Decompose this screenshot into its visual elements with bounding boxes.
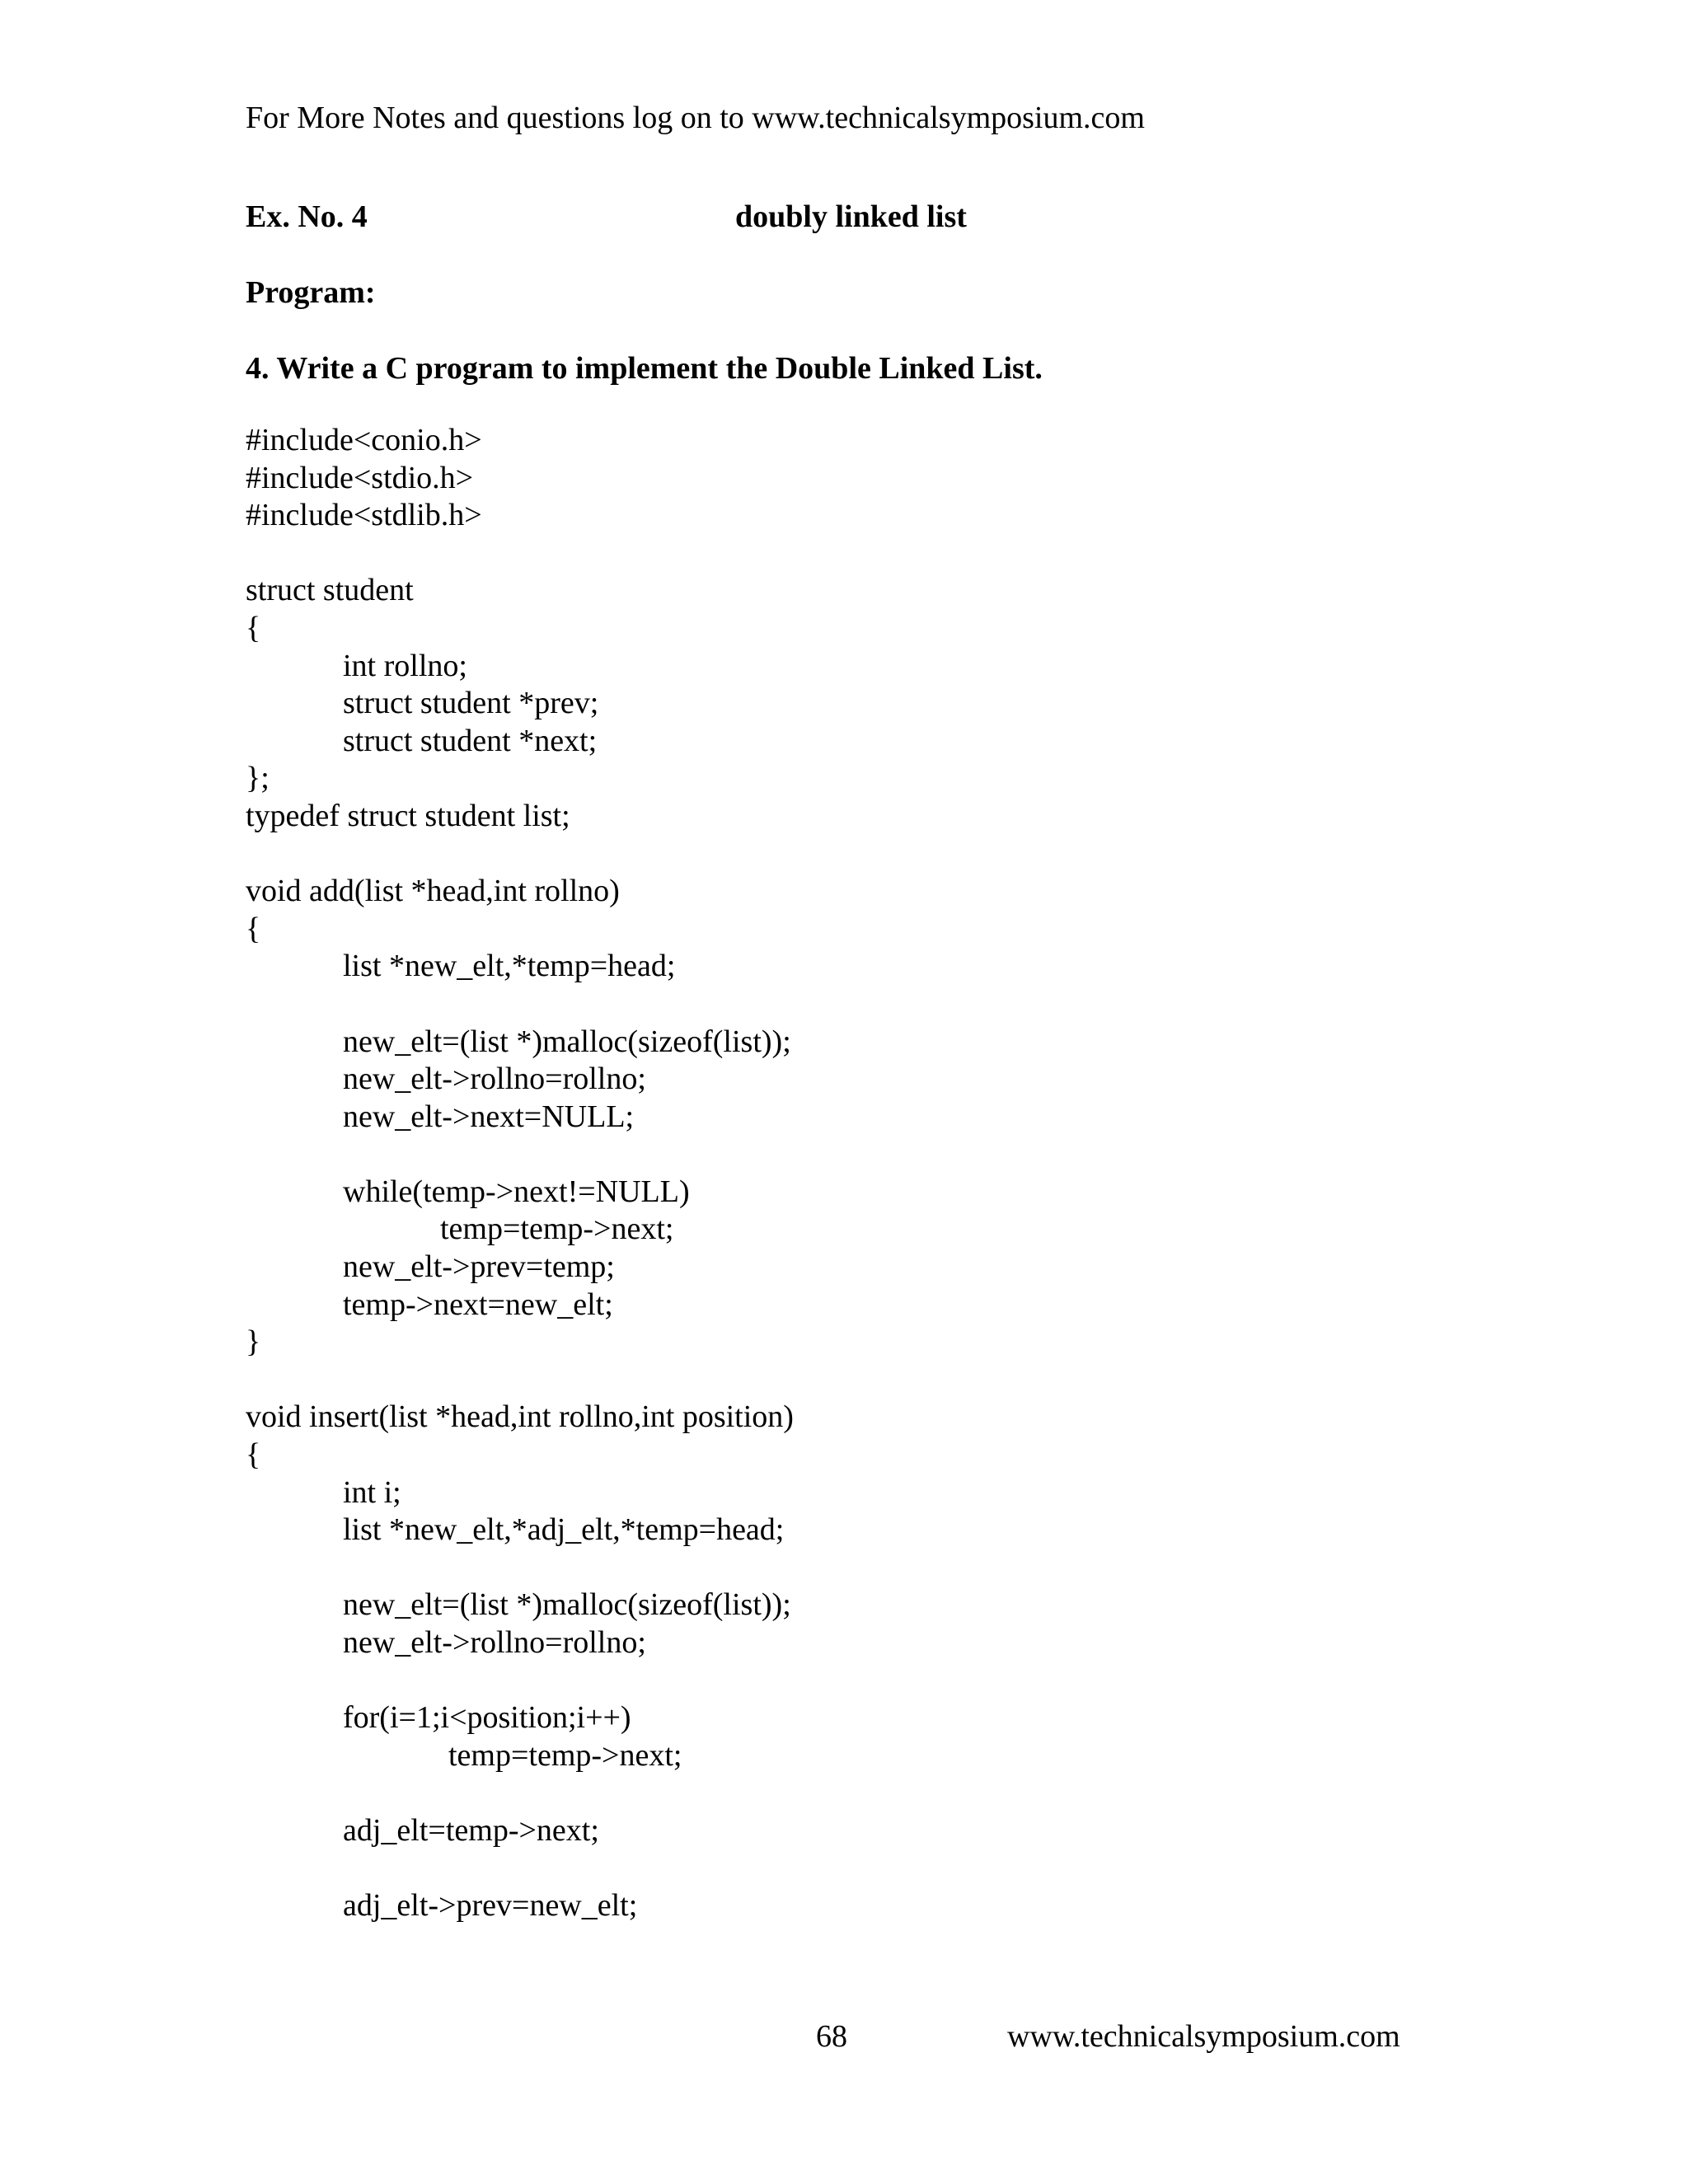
code-line: temp=temp->next;: [440, 1212, 674, 1247]
exercise-title: doubly linked list: [735, 199, 967, 234]
code-line: {: [246, 1437, 261, 1473]
code-line: new_elt->next=NULL;: [343, 1099, 635, 1134]
page-number: 68: [816, 2019, 847, 2054]
code-line: {: [246, 911, 261, 946]
code-line: temp=temp->next;: [448, 1737, 682, 1773]
code-line: void insert(list *head,int rollno,int position): [246, 1399, 794, 1435]
code-listing: [246, 422, 1482, 1925]
footer-url: www.technicalsymposium.com: [1007, 2019, 1400, 2054]
code-line: new_elt->rollno=rollno;: [343, 1062, 646, 1097]
code-line: [246, 1774, 1482, 1812]
code-line: [246, 1662, 1482, 1700]
code-line: };: [246, 761, 270, 796]
code-line: typedef struct student list;: [246, 798, 570, 833]
code-line: }: [246, 1324, 261, 1360]
code-line: {: [246, 610, 261, 645]
code-line: temp->next=new_elt;: [343, 1286, 613, 1322]
code-line: int i;: [343, 1474, 401, 1510]
code-line: [246, 836, 1482, 874]
code-line: #include<conio.h>: [246, 423, 482, 457]
code-line: #include<stdio.h>: [246, 460, 474, 495]
header-notice: For More Notes and questions log on to www.technicalsymposium.com: [246, 101, 1145, 135]
code-line: new_elt->prev=temp;: [343, 1249, 615, 1285]
code-line: while(temp->next!=NULL): [343, 1174, 690, 1209]
code-line: struct student: [246, 573, 414, 608]
code-line: [246, 535, 1482, 573]
code-line: struct student *next;: [343, 723, 598, 758]
question-text: 4. Write a C program to implement the Double Linked List.: [246, 351, 1043, 386]
code-line: [246, 986, 1482, 1024]
code-line: [246, 1136, 1482, 1174]
code-line: void add(list *head,int rollno): [246, 874, 620, 909]
code-line: new_elt=(list *)malloc(sizeof(list));: [343, 1587, 791, 1623]
code-line: adj_elt=temp->next;: [343, 1812, 599, 1848]
code-line: adj_elt->prev=new_elt;: [343, 1888, 638, 1924]
code-line: int rollno;: [343, 648, 467, 683]
program-label: Program:: [246, 275, 376, 310]
code-line: [246, 1850, 1482, 1888]
code-line: list *new_elt,*temp=head;: [343, 949, 676, 984]
code-line: list *new_elt,*adj_elt,*temp=head;: [343, 1512, 785, 1548]
code-line: [246, 1361, 1482, 1399]
exercise-number: Ex. No. 4: [246, 199, 368, 234]
code-line: for(i=1;i<position;i++): [343, 1700, 631, 1736]
code-line: [246, 1549, 1482, 1587]
code-line: #include<stdlib.h>: [246, 498, 482, 533]
code-line: new_elt=(list *)malloc(sizeof(list));: [343, 1024, 791, 1059]
code-line: new_elt->rollno=rollno;: [343, 1625, 646, 1660]
code-line: struct student *prev;: [343, 686, 599, 721]
